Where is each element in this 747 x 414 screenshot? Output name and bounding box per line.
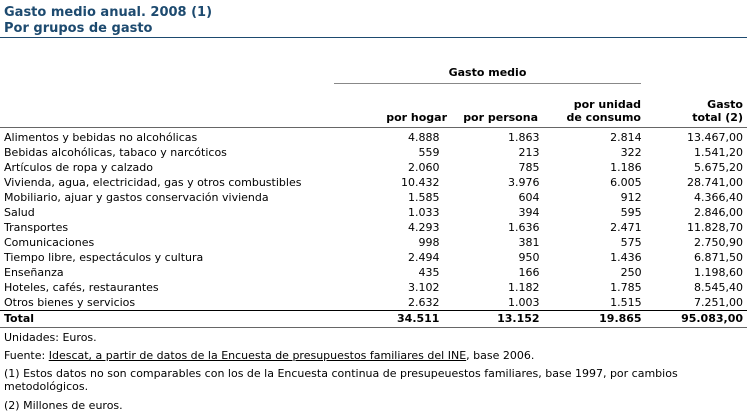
row-label: Transportes [4,221,69,234]
total-row [0,311,747,327]
cell-persona: 1.863 [508,131,540,144]
page-title [4,5,212,37]
cell-persona: 1.003 [508,296,540,309]
table-row [0,250,747,265]
cell-total: 8.545,40 [694,281,743,294]
cell-unidad: 595 [620,206,642,219]
cell-persona: 604 [518,191,540,204]
cell-persona: 394 [518,206,540,219]
cell-hogar: 435 [418,266,440,279]
table-row [0,145,747,160]
total-unidad: 19.865 [540,311,642,327]
col-header-total-line1: Gasto [707,98,743,111]
cell-unidad: 250 [620,266,642,279]
total-total: 95.083,00 [642,311,747,327]
footer-divider [0,327,747,328]
table-row [0,130,747,145]
table-row [0,220,747,235]
cell-total: 5.675,20 [694,161,743,174]
cell-hogar: 4.293 [407,221,440,234]
row-label: Alimentos y bebidas no alcohólicas [4,131,198,144]
total-label: Total [0,311,333,327]
source-prefix: Fuente: [4,349,49,362]
cell-persona: 785 [518,161,540,174]
cell-hogar: 2.494 [407,251,440,264]
cell-unidad: 1.436 [610,251,642,264]
source-note [4,349,534,362]
cell-hogar: 2.060 [407,161,440,174]
row-label: Comunicaciones [4,236,95,249]
source-link[interactable]: Idescat, a partir de datos de la Encuesta de presupuestos familiares del INE [48,349,467,362]
row-label: Hoteles, cafés, restaurantes [4,281,159,294]
cell-hogar: 559 [418,146,440,159]
cell-unidad: 6.005 [610,176,642,189]
table-row [0,295,747,311]
cell-persona: 166 [518,266,540,279]
cell-total: 4.366,40 [694,191,743,204]
cell-unidad: 575 [620,236,642,249]
cell-total: 2.846,00 [694,206,743,219]
title-divider [0,37,747,38]
group-header-divider [334,83,641,84]
cell-persona: 950 [518,251,540,264]
footnote-1-line2: metodológicos. [4,380,89,393]
group-header: Gasto medio [448,66,527,79]
table-row [0,190,747,205]
row-label: Bebidas alcohólicas, tabaco y narcóticos [4,146,227,159]
cell-unidad: 912 [620,191,642,204]
cell-total: 28.741,00 [687,176,743,189]
title-line-1: Gasto medio anual. 2008 (1) [4,5,213,20]
cell-unidad: 322 [620,146,642,159]
total-hogar: 34.511 [333,311,439,327]
cell-persona: 213 [518,146,540,159]
cell-total: 1.198,60 [694,266,743,279]
cell-unidad: 1.785 [610,281,642,294]
footnote-1-line1: (1) Estos datos no son comparables con los de la Encuesta continua de presupeuestos familiares, base 1997, por cambios [4,367,678,380]
col-header-total-line2: total (2) [692,111,743,124]
cell-persona: 381 [518,236,540,249]
footnote-1 [4,367,678,393]
cell-unidad: 2.471 [610,221,642,234]
cell-persona: 1.182 [508,281,540,294]
cell-total: 13.467,00 [687,131,743,144]
table-row [0,235,747,250]
header-divider [0,127,747,128]
col-header-persona: por persona [463,111,538,124]
cell-total: 11.828,70 [687,221,743,234]
col-header-unidad [567,98,641,124]
cell-hogar: 1.033 [407,206,440,219]
row-label: Otros bienes y servicios [4,296,136,309]
cell-persona: 3.976 [508,176,540,189]
cell-total: 2.750,90 [694,236,743,249]
cell-total: 1.541,20 [694,146,743,159]
table-row [0,280,747,295]
col-header-hogar: por hogar [386,111,447,124]
footnote-2: (2) Millones de euros. [4,399,123,412]
cell-persona: 1.636 [508,221,540,234]
cell-total: 6.871,50 [694,251,743,264]
cell-unidad: 1.515 [610,296,642,309]
title-line-2: Por grupos de gasto [4,21,153,36]
cell-unidad: 1.186 [610,161,642,174]
cell-hogar: 10.432 [400,176,440,189]
row-label: Tiempo libre, espectáculos y cultura [4,251,204,264]
cell-hogar: 1.585 [407,191,440,204]
row-label: Salud [4,206,35,219]
cell-hogar: 2.632 [407,296,440,309]
table-row [0,205,747,220]
row-label: Vivienda, agua, electricidad, gas y otros combustibles [4,176,302,189]
col-header-unidad-line1: por unidad [573,98,641,111]
row-label: Artículos de ropa y calzado [4,161,154,174]
source-suffix: , base 2006. [466,349,535,362]
col-header-total [692,98,743,124]
cell-hogar: 4.888 [407,131,440,144]
cell-total: 7.251,00 [694,296,743,309]
row-label: Mobiliario, ajuar y gastos conservación vivienda [4,191,269,204]
cell-unidad: 2.814 [610,131,642,144]
expense-table [0,130,747,326]
row-label: Enseñanza [4,266,64,279]
units-note: Unidades: Euros. [4,331,97,344]
table-row [0,160,747,175]
table-row [0,175,747,190]
table-row [0,265,747,280]
total-persona: 13.152 [439,311,539,327]
col-header-unidad-line2: de consumo [566,111,641,124]
cell-hogar: 998 [418,236,440,249]
cell-hogar: 3.102 [407,281,440,294]
